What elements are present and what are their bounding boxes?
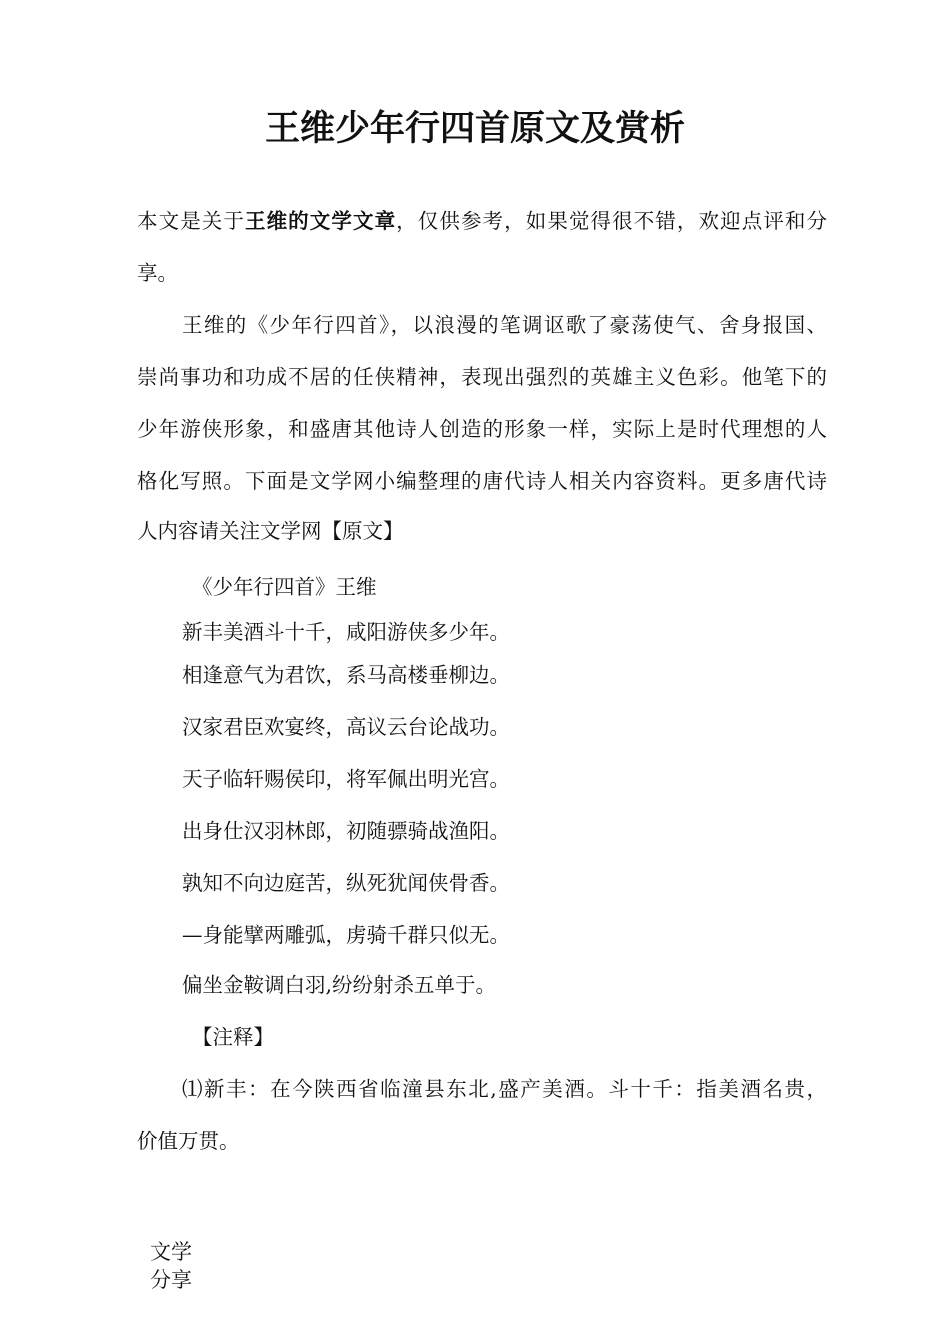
intro-prefix: 本文是关于 (137, 209, 245, 233)
poem-line: 偏坐金鞍调白羽,纷纷射杀五单于。 (182, 973, 497, 997)
intro-line-2: 享。 (137, 261, 178, 285)
document-title: 王维少年行四首原文及赏析 (264, 109, 685, 149)
poem-line: 天子临轩赐侯印，将军佩出明光宫。 (182, 767, 510, 791)
poem-line: 孰知不向边庭苦，纵死犹闻侠骨香。 (182, 871, 510, 895)
paragraph-line: 少年游侠形象，和盛唐其他诗人创造的形象一样，实际上是时代理想的人 (137, 417, 827, 441)
paragraph-line: 格化写照。下面是文学网小编整理的唐代诗人相关内容资料。更多唐代诗 (137, 469, 827, 493)
poem-title: 《少年行四首》王维 (192, 575, 377, 599)
note-line: ⑴新丰：在今陕西省临潼县东北,盛产美酒。斗十千：指美酒名贵， (182, 1077, 827, 1101)
footer-line: 分享 (150, 1268, 192, 1292)
paragraph-line: 人内容请关注文学网【原文】 (137, 519, 404, 543)
poem-line: 新丰美酒斗十千，咸阳游侠多少年。 (182, 620, 510, 644)
intro-bold: 王维的文学文章 (244, 209, 397, 233)
poem-line: —身能擘两雕弧，虏骑千群只似无。 (182, 923, 510, 947)
poem-line: 汉家君臣欢宴终，高议云台论战功。 (182, 715, 510, 739)
footer (150, 1238, 192, 1294)
intro-suffix: ，仅供参考，如果觉得很不错，欢迎点评和分 (396, 209, 828, 233)
poem-line: 相逢意气为君饮，系马高楼垂柳边。 (182, 663, 510, 687)
notes-heading: 【注释】 (192, 1025, 274, 1049)
intro-line-1 (137, 206, 827, 236)
paragraph-line: 崇尚事功和功成不居的任侠精神，表现出强烈的英雄主义色彩。他笔下的 (137, 365, 827, 389)
paragraph-line: 王维的《少年行四首》，以浪漫的笔调讴歌了豪荡使气、舍身报国、 (182, 313, 827, 337)
note-line: 价值万贯。 (137, 1129, 240, 1153)
footer-line: 文学 (150, 1240, 192, 1264)
poem-line: 出身仕汉羽林郎，初随骠骑战渔阳。 (182, 819, 510, 843)
